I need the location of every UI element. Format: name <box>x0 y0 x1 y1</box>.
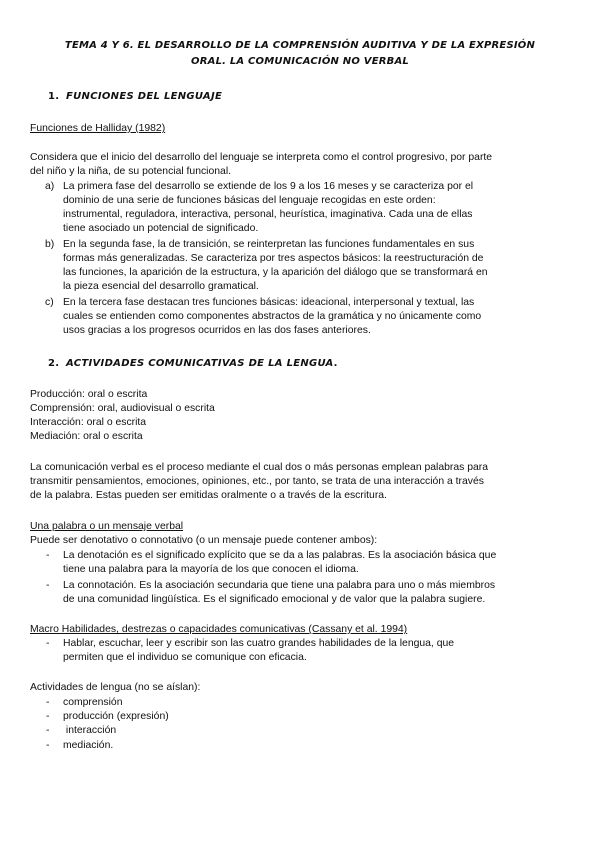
activity-item-production: producción (expresión) <box>63 711 169 722</box>
activity-item-mediation: mediación. <box>63 740 114 751</box>
item-a-line-1: La primera fase del desarrollo se extiende de los 9 a los 16 meses y se caracteriza por el <box>63 181 474 192</box>
section-2-heading <box>48 357 338 371</box>
macro-skills-line-1: Hablar, escuchar, leer y escribir son las cuatro grandes habilidades de la lengua, que <box>63 638 455 649</box>
activity-list-mediation: Mediación: oral o escrita <box>30 431 143 442</box>
item-c-line-1: En la tercera fase destacan tres funciones básicas: ideacional, interpersonal y textual, las <box>63 297 475 308</box>
activity-item-comprehension: comprensión <box>63 697 123 708</box>
item-c-line-3: usos gracias a los progresos ocurridos en las dos fases anteriores. <box>63 325 371 336</box>
activity-item-interaction: interacción <box>63 725 117 736</box>
section-1-heading <box>48 90 222 104</box>
item-a-line-3: instrumental, reguladora, interactiva, personal, heurística, imaginativa. Cada una de ellas <box>63 209 473 220</box>
verbal-message-intro: Puede ser denotativo o connotativo (o un mensaje puede contener ambos): <box>30 535 378 546</box>
bullet-dash: - <box>46 550 50 561</box>
macro-skills-subheading: Macro Habilidades, destrezas o capacidades comunicativas (Cassany et al. 1994) <box>30 624 408 635</box>
title-line-2: ORAL. LA COMUNICACIÓN NO VERBAL <box>191 56 409 67</box>
bullet-dash: - <box>46 711 50 722</box>
section-2-title: ACTIVIDADES COMUNICATIVAS DE LA LENGUA <box>66 358 334 369</box>
item-c-line-2: cuales se entienden como componentes abstractos de la gramática y no únicamente como <box>63 311 482 322</box>
list-marker-b: b) <box>45 239 55 250</box>
denotation-line-1: La denotación es el significado explícito que se da a las palabras. Es la asociación básica que <box>63 550 497 561</box>
macro-skills-line-2: permiten que el individuo se comunique con eficacia. <box>63 652 307 663</box>
verbal-paragraph-line-1: La comunicación verbal es el proceso mediante el cual dos o más personas emplean palabras para <box>30 462 489 473</box>
section-2-title-suffix: . <box>333 358 338 369</box>
section-1-title: FUNCIONES DEL LENGUAJE <box>66 91 223 102</box>
list-marker-c: c) <box>45 297 54 308</box>
document-title <box>30 38 570 70</box>
connotation-line-2: de una comunidad lingüística. Es el significado emocional y de valor que la palabra sugiere. <box>63 594 486 605</box>
item-b-line-4: la pieza esencial del desarrollo gramatical. <box>63 281 259 292</box>
activity-list-comprehension: Comprensión: oral, audiovisual o escrita <box>30 403 215 414</box>
bullet-dash: - <box>46 740 50 751</box>
denotation-line-2: tiene una palabra para la mayoría de los que conocen el idioma. <box>63 564 359 575</box>
list-marker-a: a) <box>45 181 55 192</box>
connotation-line-1: La connotación. Es la asociación secundaria que tiene una palabra para uno o más miembros <box>63 580 496 591</box>
title-line-1: TEMA 4 Y 6. EL DESARROLLO DE LA COMPRENSIÓN AUDITIVA Y DE LA EXPRESIÓN <box>64 40 536 51</box>
bullet-dash: - <box>46 580 50 591</box>
verbal-paragraph-line-3: de la palabra. Estas pueden ser emitidas oralmente o a través de la escritura. <box>30 490 387 501</box>
item-b-line-3: las funciones, la aparición de la estructura, y la aparición del diálogo que se transformará en <box>63 267 488 278</box>
verbal-message-subheading: Una palabra o un mensaje verbal <box>30 521 184 532</box>
bullet-dash: - <box>46 725 50 736</box>
item-b-line-2: formas más generalizadas. Se caracteriza por tres aspectos básicos: la reestructuración de <box>63 253 484 264</box>
bullet-dash: - <box>46 638 50 649</box>
item-b-line-1: En la segunda fase, la de transición, se reinterpretan las funciones fundamentales en sus <box>63 239 475 250</box>
halliday-subheading: Funciones de Halliday (1982) <box>30 123 166 134</box>
section-1-intro-line-2: del niño y la niña, de su potencial funcional. <box>30 166 232 177</box>
verbal-paragraph-line-2: transmitir pensamientos, emociones, opiniones, etc., por tanto, se trata de una interacción a través <box>30 476 484 487</box>
language-activities-intro: Actividades de lengua (no se aíslan): <box>30 682 201 693</box>
item-a-line-2: dominio de una serie de funciones básicas del lenguaje recogidas en este orden: <box>63 195 436 206</box>
section-1-number: 1. <box>48 91 60 102</box>
bullet-dash: - <box>46 697 50 708</box>
item-a-line-4: tiene asociado un potencial de significado. <box>63 223 259 234</box>
activity-list-interaction: Interacción: oral o escrita <box>30 417 147 428</box>
section-2-number: 2. <box>48 358 60 369</box>
activity-list-production: Producción: oral o escrita <box>30 389 148 400</box>
section-1-intro-line-1: Considera que el inicio del desarrollo del lenguaje se interpreta como el control progresivo, por parte <box>30 152 493 163</box>
